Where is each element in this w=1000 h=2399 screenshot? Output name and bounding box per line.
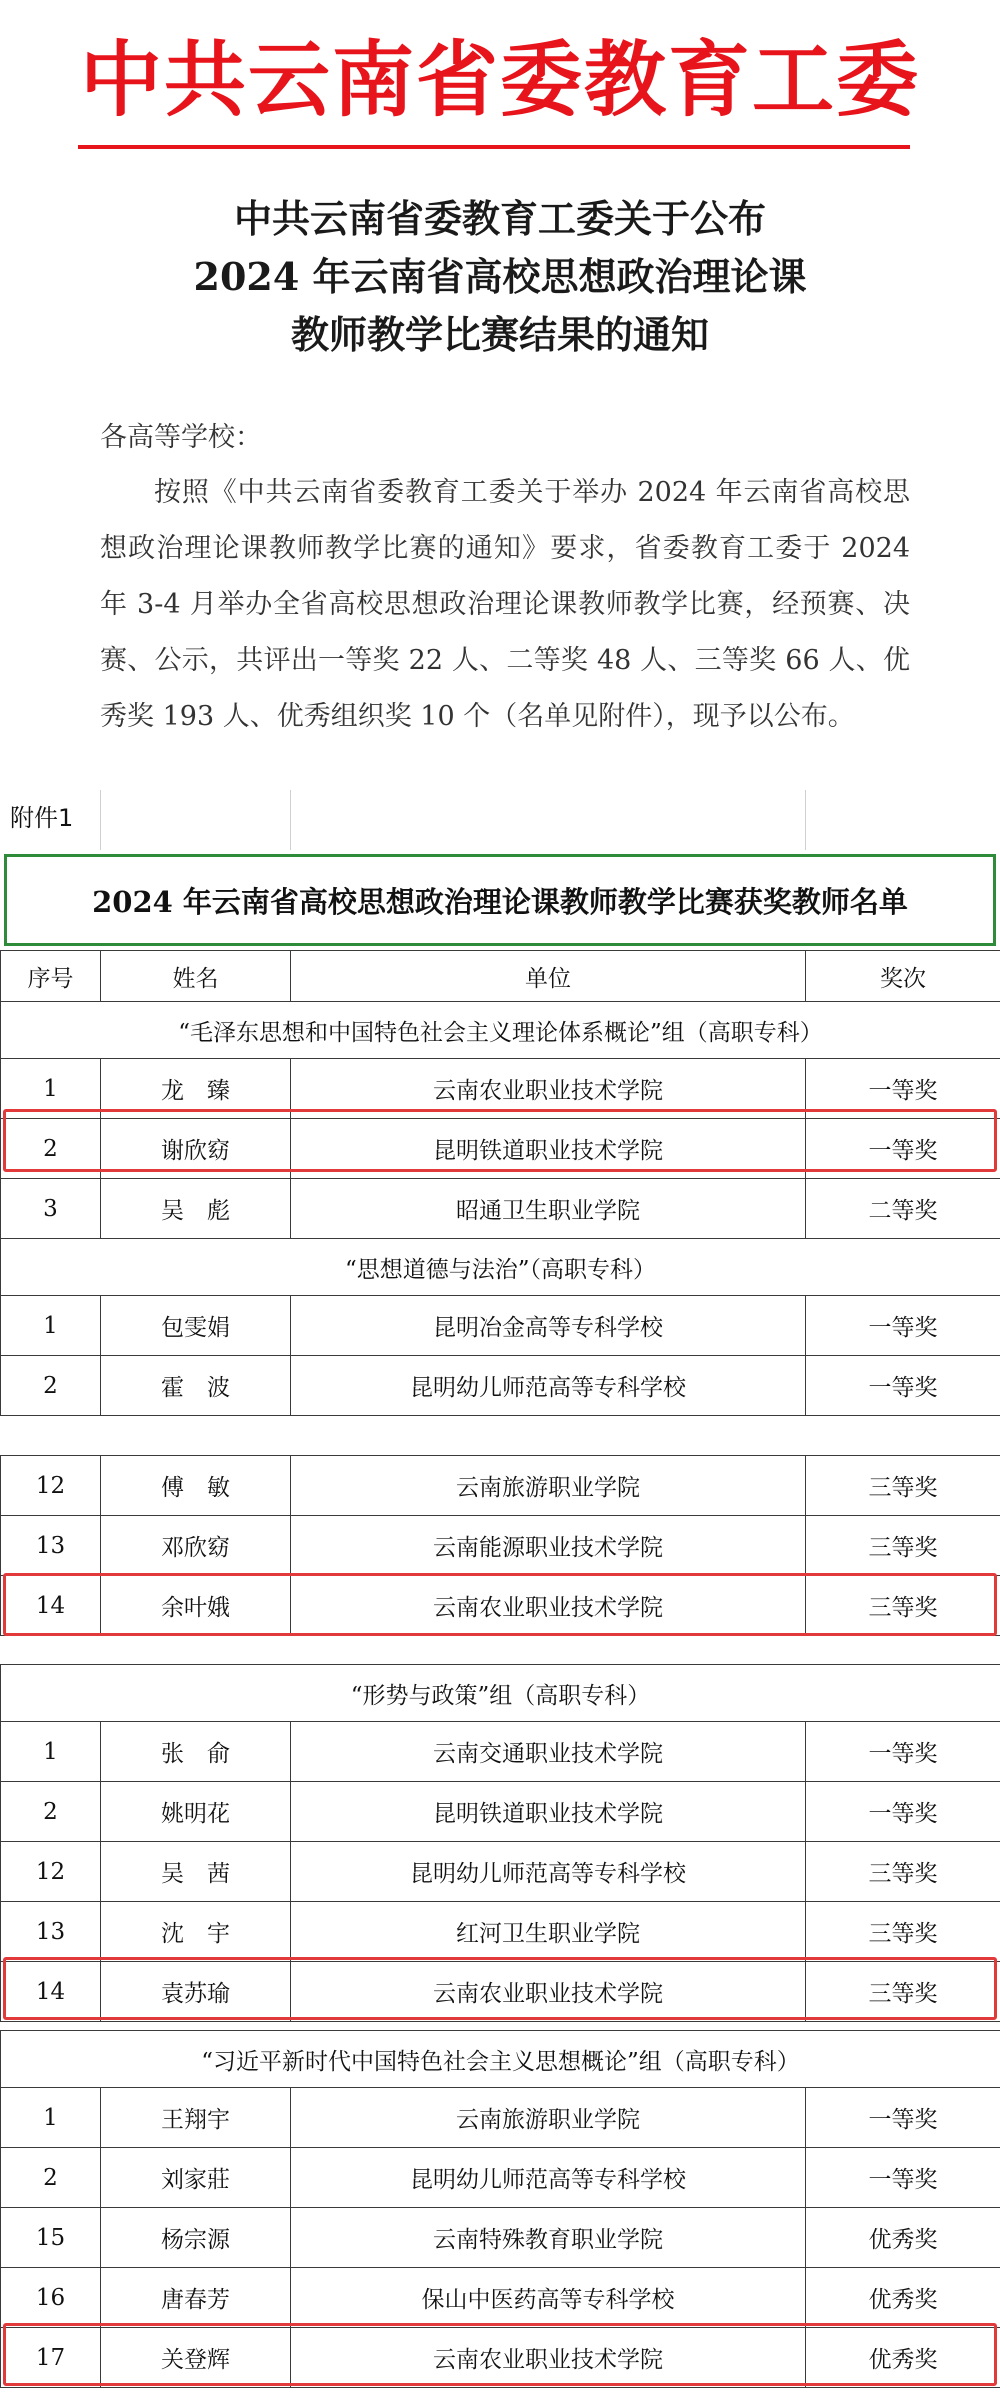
seq-cell: 2 <box>1 1782 101 1842</box>
notice-title-line: 教师教学比赛结果的通知 <box>290 312 709 357</box>
seq-cell: 17 <box>1 2328 101 2388</box>
table-row <box>1 1516 1000 1576</box>
seq-cell: 3 <box>1 1179 101 1239</box>
name-cell: 包雯娟 <box>101 1296 291 1356</box>
name-cell: 唐春芳 <box>101 2268 291 2328</box>
unit-cell: 云南农业职业技术学院 <box>291 1962 806 2022</box>
unit-cell: 云南农业职业技术学院 <box>291 1059 806 1119</box>
seq-cell: 12 <box>1 1456 101 1516</box>
award-cell: 三等奖 <box>806 1902 1000 1962</box>
unit-cell: 云南旅游职业学院 <box>291 2088 806 2148</box>
unit-cell: 红河卫生职业学院 <box>291 1902 806 1962</box>
table-row <box>1 2088 1000 2148</box>
list-title: 2024 年云南省高校思想政治理论课教师教学比赛获奖教师名单 <box>92 884 908 919</box>
list-title-box <box>4 854 996 946</box>
seq-cell: 1 <box>1 1296 101 1356</box>
name-cell: 吴 茜 <box>101 1842 291 1902</box>
notice-title <box>100 190 900 364</box>
attachment-label: 附件1 <box>10 804 74 832</box>
award-cell: 优秀奖 <box>806 2208 1000 2268</box>
awards-table-part-a <box>0 950 1000 1416</box>
table-row <box>1 1119 1000 1179</box>
letterhead <box>0 0 1000 150</box>
sheet-gridline <box>100 790 101 850</box>
name-cell: 王翔宇 <box>101 2088 291 2148</box>
attachment-sheet <box>0 790 1000 2399</box>
name-cell: 袁苏瑜 <box>101 1962 291 2022</box>
table-row <box>1 2268 1000 2328</box>
award-cell: 三等奖 <box>806 1576 1000 1636</box>
header-cell: 序号 <box>1 951 101 1002</box>
awards-table-part-b <box>0 1455 1000 1636</box>
table-row <box>1 2328 1000 2388</box>
name-cell: 杨宗源 <box>101 2208 291 2268</box>
awards-table-part-d <box>0 2030 1000 2388</box>
notice-title-line: 2024 年云南省高校思想政治理论课 <box>193 254 807 299</box>
header-cell: 单位 <box>291 951 806 1002</box>
table-row <box>1 1179 1000 1239</box>
sheet-gridline <box>805 790 806 850</box>
award-cell: 三等奖 <box>806 1516 1000 1576</box>
unit-cell: 昆明铁道职业技术学院 <box>291 1119 806 1179</box>
unit-cell: 昭通卫生职业学院 <box>291 1179 806 1239</box>
award-cell: 一等奖 <box>806 1119 1000 1179</box>
award-cell: 三等奖 <box>806 1456 1000 1516</box>
table-row <box>1 1722 1000 1782</box>
table-row <box>1 1059 1000 1119</box>
name-cell: 傅 敏 <box>101 1456 291 1516</box>
unit-cell: 云南交通职业技术学院 <box>291 1722 806 1782</box>
unit-cell: 昆明幼儿师范高等专科学校 <box>291 1356 806 1416</box>
seq-cell: 12 <box>1 1842 101 1902</box>
table-row <box>1 1576 1000 1636</box>
unit-cell: 云南能源职业技术学院 <box>291 1516 806 1576</box>
name-cell: 霍 波 <box>101 1356 291 1416</box>
group-title-row <box>1 1665 1000 1722</box>
group-title: “思想道德与法治”（高职专科） <box>1 1239 1000 1296</box>
header-cell: 奖次 <box>806 951 1000 1002</box>
unit-cell: 保山中医药高等专科学校 <box>291 2268 806 2328</box>
seq-cell: 2 <box>1 2148 101 2208</box>
unit-cell: 昆明幼儿师范高等专科学校 <box>291 1842 806 1902</box>
name-cell: 张 俞 <box>101 1722 291 1782</box>
seq-cell: 1 <box>1 1059 101 1119</box>
group-title: “形势与政策”组（高职专科） <box>1 1665 1000 1722</box>
award-cell: 三等奖 <box>806 1842 1000 1902</box>
table-row <box>1 1356 1000 1416</box>
award-cell: 优秀奖 <box>806 2328 1000 2388</box>
award-cell: 优秀奖 <box>806 2268 1000 2328</box>
group-title: “习近平新时代中国特色社会主义思想概论”组（高职专科） <box>1 2031 1000 2088</box>
table-row <box>1 1456 1000 1516</box>
letterhead-red-rule <box>78 145 910 149</box>
unit-cell: 昆明冶金高等专科学校 <box>291 1296 806 1356</box>
unit-cell: 云南农业职业技术学院 <box>291 1576 806 1636</box>
table-row <box>1 1902 1000 1962</box>
table-row <box>1 1962 1000 2022</box>
group-title-row <box>1 2031 1000 2088</box>
table-row <box>1 1296 1000 1356</box>
table-row <box>1 2208 1000 2268</box>
seq-cell: 1 <box>1 2088 101 2148</box>
award-cell: 一等奖 <box>806 1296 1000 1356</box>
table-header-row <box>1 951 1000 1002</box>
awards-table-part-c <box>0 1664 1000 2022</box>
seq-cell: 1 <box>1 1722 101 1782</box>
seq-cell: 2 <box>1 1356 101 1416</box>
seq-cell: 14 <box>1 1576 101 1636</box>
award-cell: 一等奖 <box>806 1722 1000 1782</box>
group-title-row <box>1 1002 1000 1059</box>
name-cell: 关登辉 <box>101 2328 291 2388</box>
name-cell: 姚明花 <box>101 1782 291 1842</box>
name-cell: 余叶娥 <box>101 1576 291 1636</box>
letterhead-org-name: 中共云南省委教育工委 <box>80 32 921 128</box>
name-cell: 吴 彪 <box>101 1179 291 1239</box>
table-row <box>1 1782 1000 1842</box>
unit-cell: 昆明幼儿师范高等专科学校 <box>291 2148 806 2208</box>
name-cell: 刘家莊 <box>101 2148 291 2208</box>
header-cell: 姓名 <box>101 951 291 1002</box>
seq-cell: 2 <box>1 1119 101 1179</box>
table-row <box>1 2148 1000 2208</box>
notice-body: 按照《中共云南省委教育工委关于举办 2024 年云南省高校思想政治理论课教师教学比赛的通知》要求，省委教育工委于 2024 年 3-4 月举办全省高校思想政治理论课教师教学比赛，经预赛、决赛、公示，共评出一等奖 22 人、二等奖 48 人、三等奖 66 人、优秀奖 193 人、优秀组织奖 10 个（名单见附件），现予以公布。 <box>100 477 910 732</box>
unit-cell: 云南农业职业技术学院 <box>291 2328 806 2388</box>
salutation: 各高等学校： <box>100 422 262 453</box>
award-cell: 三等奖 <box>806 1962 1000 2022</box>
award-cell: 一等奖 <box>806 1356 1000 1416</box>
group-title-row <box>1 1239 1000 1296</box>
seq-cell: 13 <box>1 1516 101 1576</box>
seq-cell: 13 <box>1 1902 101 1962</box>
seq-cell: 15 <box>1 2208 101 2268</box>
award-cell: 一等奖 <box>806 1782 1000 1842</box>
award-cell: 二等奖 <box>806 1179 1000 1239</box>
name-cell: 谢欣窈 <box>101 1119 291 1179</box>
sheet-gridline <box>290 790 291 850</box>
notice-title-line: 中共云南省委教育工委关于公布 <box>233 196 766 241</box>
award-cell: 一等奖 <box>806 2148 1000 2208</box>
name-cell: 沈 宇 <box>101 1902 291 1962</box>
award-cell: 一等奖 <box>806 2088 1000 2148</box>
table-row <box>1 1842 1000 1902</box>
name-cell: 龙 臻 <box>101 1059 291 1119</box>
name-cell: 邓欣窈 <box>101 1516 291 1576</box>
group-title: “毛泽东思想和中国特色社会主义理论体系概论”组（高职专科） <box>1 1002 1000 1059</box>
unit-cell: 云南特殊教育职业学院 <box>291 2208 806 2268</box>
seq-cell: 16 <box>1 2268 101 2328</box>
seq-cell: 14 <box>1 1962 101 2022</box>
award-cell: 一等奖 <box>806 1059 1000 1119</box>
unit-cell: 昆明铁道职业技术学院 <box>291 1782 806 1842</box>
unit-cell: 云南旅游职业学院 <box>291 1456 806 1516</box>
